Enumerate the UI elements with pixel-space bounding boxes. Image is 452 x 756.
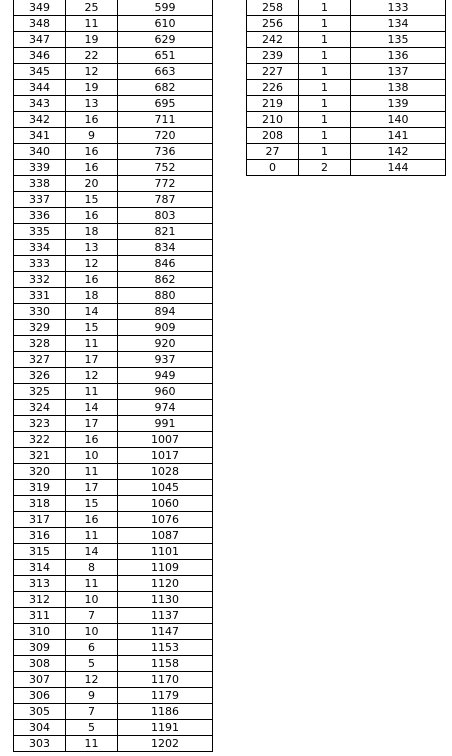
cumulative-cell: 1137 <box>118 608 213 624</box>
score-cell: 326 <box>14 368 66 384</box>
count-cell: 22 <box>66 48 118 64</box>
score-cell: 336 <box>14 208 66 224</box>
count-cell: 19 <box>66 32 118 48</box>
score-cell: 345 <box>14 64 66 80</box>
score-cell: 208 <box>247 128 299 144</box>
count-cell: 1 <box>299 0 351 16</box>
cumulative-cell: 1017 <box>118 448 213 464</box>
table-row <box>14 528 213 544</box>
cumulative-cell: 138 <box>351 80 446 96</box>
cumulative-cell: 1130 <box>118 592 213 608</box>
count-cell: 6 <box>66 640 118 656</box>
right-table-body <box>247 0 446 176</box>
table-row <box>14 624 213 640</box>
count-cell: 16 <box>66 208 118 224</box>
table-row <box>14 96 213 112</box>
count-cell: 9 <box>66 688 118 704</box>
cumulative-cell: 139 <box>351 96 446 112</box>
table-row <box>14 384 213 400</box>
score-cell: 334 <box>14 240 66 256</box>
cumulative-cell: 1147 <box>118 624 213 640</box>
score-cell: 239 <box>247 48 299 64</box>
cumulative-cell: 695 <box>118 96 213 112</box>
cumulative-cell: 720 <box>118 128 213 144</box>
cumulative-cell: 834 <box>118 240 213 256</box>
table-row <box>14 496 213 512</box>
count-cell: 11 <box>66 464 118 480</box>
table-row <box>247 16 446 32</box>
count-cell: 14 <box>66 400 118 416</box>
table-row <box>247 48 446 64</box>
cumulative-cell: 1120 <box>118 576 213 592</box>
score-cell: 327 <box>14 352 66 368</box>
table-row <box>247 160 446 176</box>
cumulative-cell: 960 <box>118 384 213 400</box>
score-cell: 331 <box>14 288 66 304</box>
score-cell: 305 <box>14 704 66 720</box>
count-cell: 20 <box>66 176 118 192</box>
cumulative-cell: 711 <box>118 112 213 128</box>
table-row <box>14 576 213 592</box>
left-table-body <box>14 0 213 752</box>
score-cell: 309 <box>14 640 66 656</box>
score-cell: 313 <box>14 576 66 592</box>
count-cell: 16 <box>66 272 118 288</box>
count-cell: 1 <box>299 80 351 96</box>
count-cell: 1 <box>299 96 351 112</box>
table-row <box>14 64 213 80</box>
table-row <box>14 432 213 448</box>
table-row <box>14 336 213 352</box>
table-row <box>247 96 446 112</box>
score-cell: 320 <box>14 464 66 480</box>
count-cell: 1 <box>299 64 351 80</box>
count-cell: 12 <box>66 256 118 272</box>
cumulative-cell: 1028 <box>118 464 213 480</box>
score-cell: 328 <box>14 336 66 352</box>
count-cell: 1 <box>299 32 351 48</box>
score-cell: 317 <box>14 512 66 528</box>
table-row <box>14 352 213 368</box>
cumulative-cell: 974 <box>118 400 213 416</box>
count-cell: 25 <box>66 0 118 16</box>
table-row <box>14 128 213 144</box>
score-cell: 343 <box>14 96 66 112</box>
score-cell: 318 <box>14 496 66 512</box>
count-cell: 8 <box>66 560 118 576</box>
score-cell: 219 <box>247 96 299 112</box>
cumulative-cell: 1060 <box>118 496 213 512</box>
table-row <box>14 480 213 496</box>
score-cell: 210 <box>247 112 299 128</box>
table-row <box>14 80 213 96</box>
cumulative-cell: 909 <box>118 320 213 336</box>
count-cell: 13 <box>66 240 118 256</box>
cumulative-cell: 949 <box>118 368 213 384</box>
count-cell: 16 <box>66 112 118 128</box>
score-cell: 341 <box>14 128 66 144</box>
count-cell: 11 <box>66 336 118 352</box>
score-cell: 325 <box>14 384 66 400</box>
cumulative-cell: 991 <box>118 416 213 432</box>
count-cell: 17 <box>66 352 118 368</box>
count-cell: 9 <box>66 128 118 144</box>
cumulative-cell: 1158 <box>118 656 213 672</box>
cumulative-cell: 142 <box>351 144 446 160</box>
cumulative-cell: 803 <box>118 208 213 224</box>
count-cell: 13 <box>66 96 118 112</box>
count-cell: 1 <box>299 48 351 64</box>
count-cell: 14 <box>66 544 118 560</box>
cumulative-cell: 772 <box>118 176 213 192</box>
cumulative-cell: 134 <box>351 16 446 32</box>
score-cell: 307 <box>14 672 66 688</box>
score-cell: 242 <box>247 32 299 48</box>
cumulative-cell: 937 <box>118 352 213 368</box>
right-score-table <box>246 0 446 176</box>
score-cell: 337 <box>14 192 66 208</box>
count-cell: 16 <box>66 512 118 528</box>
cumulative-cell: 1007 <box>118 432 213 448</box>
cumulative-cell: 137 <box>351 64 446 80</box>
cumulative-cell: 135 <box>351 32 446 48</box>
count-cell: 15 <box>66 320 118 336</box>
count-cell: 10 <box>66 592 118 608</box>
count-cell: 14 <box>66 304 118 320</box>
score-cell: 315 <box>14 544 66 560</box>
table-row <box>14 640 213 656</box>
score-cell: 344 <box>14 80 66 96</box>
table-row <box>14 400 213 416</box>
table-row <box>14 272 213 288</box>
count-cell: 1 <box>299 16 351 32</box>
cumulative-cell: 1076 <box>118 512 213 528</box>
cumulative-cell: 1202 <box>118 736 213 752</box>
count-cell: 15 <box>66 496 118 512</box>
cumulative-cell: 1153 <box>118 640 213 656</box>
count-cell: 7 <box>66 608 118 624</box>
score-cell: 348 <box>14 16 66 32</box>
cumulative-cell: 1191 <box>118 720 213 736</box>
table-row <box>247 112 446 128</box>
cumulative-cell: 133 <box>351 0 446 16</box>
score-cell: 227 <box>247 64 299 80</box>
cumulative-cell: 599 <box>118 0 213 16</box>
table-row <box>14 144 213 160</box>
left-score-table <box>13 0 213 752</box>
score-cell: 308 <box>14 656 66 672</box>
count-cell: 11 <box>66 384 118 400</box>
count-cell: 1 <box>299 112 351 128</box>
cumulative-cell: 140 <box>351 112 446 128</box>
table-row <box>14 112 213 128</box>
cumulative-cell: 1087 <box>118 528 213 544</box>
cumulative-cell: 846 <box>118 256 213 272</box>
cumulative-cell: 894 <box>118 304 213 320</box>
cumulative-cell: 651 <box>118 48 213 64</box>
cumulative-cell: 880 <box>118 288 213 304</box>
score-cell: 311 <box>14 608 66 624</box>
score-cell: 335 <box>14 224 66 240</box>
score-cell: 303 <box>14 736 66 752</box>
score-cell: 340 <box>14 144 66 160</box>
table-row <box>14 720 213 736</box>
score-cell: 323 <box>14 416 66 432</box>
table-row <box>14 176 213 192</box>
table-row <box>14 704 213 720</box>
table-row <box>14 240 213 256</box>
score-cell: 310 <box>14 624 66 640</box>
count-cell: 1 <box>299 144 351 160</box>
count-cell: 16 <box>66 144 118 160</box>
table-row <box>14 48 213 64</box>
table-row <box>247 32 446 48</box>
cumulative-cell: 682 <box>118 80 213 96</box>
count-cell: 18 <box>66 224 118 240</box>
score-cell: 256 <box>247 16 299 32</box>
score-cell: 324 <box>14 400 66 416</box>
table-row <box>14 32 213 48</box>
cumulative-cell: 610 <box>118 16 213 32</box>
score-cell: 329 <box>14 320 66 336</box>
table-row <box>14 464 213 480</box>
table-row <box>247 144 446 160</box>
score-cell: 27 <box>247 144 299 160</box>
count-cell: 16 <box>66 432 118 448</box>
count-cell: 5 <box>66 656 118 672</box>
count-cell: 16 <box>66 160 118 176</box>
cumulative-cell: 1101 <box>118 544 213 560</box>
table-row <box>14 288 213 304</box>
table-row <box>14 512 213 528</box>
cumulative-cell: 663 <box>118 64 213 80</box>
cumulative-cell: 1186 <box>118 704 213 720</box>
score-cell: 306 <box>14 688 66 704</box>
cumulative-cell: 141 <box>351 128 446 144</box>
count-cell: 12 <box>66 672 118 688</box>
cumulative-cell: 629 <box>118 32 213 48</box>
count-cell: 11 <box>66 736 118 752</box>
table-row <box>14 672 213 688</box>
table-row <box>14 256 213 272</box>
table-row <box>14 544 213 560</box>
table-row <box>14 0 213 16</box>
table-row <box>247 0 446 16</box>
score-cell: 258 <box>247 0 299 16</box>
count-cell: 18 <box>66 288 118 304</box>
score-cell: 347 <box>14 32 66 48</box>
count-cell: 11 <box>66 528 118 544</box>
count-cell: 19 <box>66 80 118 96</box>
cumulative-cell: 862 <box>118 272 213 288</box>
table-row <box>14 416 213 432</box>
table-row <box>14 736 213 752</box>
cumulative-cell: 1179 <box>118 688 213 704</box>
table-row <box>14 192 213 208</box>
table-row <box>14 224 213 240</box>
score-cell: 0 <box>247 160 299 176</box>
score-cell: 316 <box>14 528 66 544</box>
table-row <box>247 128 446 144</box>
score-cell: 226 <box>247 80 299 96</box>
score-cell: 319 <box>14 480 66 496</box>
score-cell: 314 <box>14 560 66 576</box>
table-row <box>14 304 213 320</box>
cumulative-cell: 144 <box>351 160 446 176</box>
count-cell: 7 <box>66 704 118 720</box>
table-row <box>247 80 446 96</box>
cumulative-cell: 787 <box>118 192 213 208</box>
count-cell: 17 <box>66 480 118 496</box>
count-cell: 10 <box>66 448 118 464</box>
count-cell: 10 <box>66 624 118 640</box>
score-cell: 332 <box>14 272 66 288</box>
table-row <box>14 16 213 32</box>
cumulative-cell: 920 <box>118 336 213 352</box>
score-cell: 346 <box>14 48 66 64</box>
count-cell: 12 <box>66 64 118 80</box>
score-cell: 312 <box>14 592 66 608</box>
table-row <box>14 160 213 176</box>
cumulative-cell: 1109 <box>118 560 213 576</box>
count-cell: 5 <box>66 720 118 736</box>
table-row <box>14 592 213 608</box>
count-cell: 11 <box>66 16 118 32</box>
count-cell: 11 <box>66 576 118 592</box>
table-row <box>14 448 213 464</box>
table-row <box>14 688 213 704</box>
count-cell: 12 <box>66 368 118 384</box>
cumulative-cell: 821 <box>118 224 213 240</box>
cumulative-cell: 1045 <box>118 480 213 496</box>
count-cell: 1 <box>299 128 351 144</box>
table-row <box>14 560 213 576</box>
cumulative-cell: 752 <box>118 160 213 176</box>
score-cell: 342 <box>14 112 66 128</box>
score-cell: 330 <box>14 304 66 320</box>
table-row <box>14 656 213 672</box>
cumulative-cell: 1170 <box>118 672 213 688</box>
count-cell: 15 <box>66 192 118 208</box>
count-cell: 2 <box>299 160 351 176</box>
table-row <box>14 368 213 384</box>
table-row <box>14 208 213 224</box>
score-cell: 322 <box>14 432 66 448</box>
score-cell: 338 <box>14 176 66 192</box>
cumulative-cell: 136 <box>351 48 446 64</box>
score-cell: 339 <box>14 160 66 176</box>
score-cell: 349 <box>14 0 66 16</box>
table-row <box>14 320 213 336</box>
score-cell: 304 <box>14 720 66 736</box>
count-cell: 17 <box>66 416 118 432</box>
table-row <box>14 608 213 624</box>
score-cell: 333 <box>14 256 66 272</box>
score-cell: 321 <box>14 448 66 464</box>
cumulative-cell: 736 <box>118 144 213 160</box>
table-row <box>247 64 446 80</box>
